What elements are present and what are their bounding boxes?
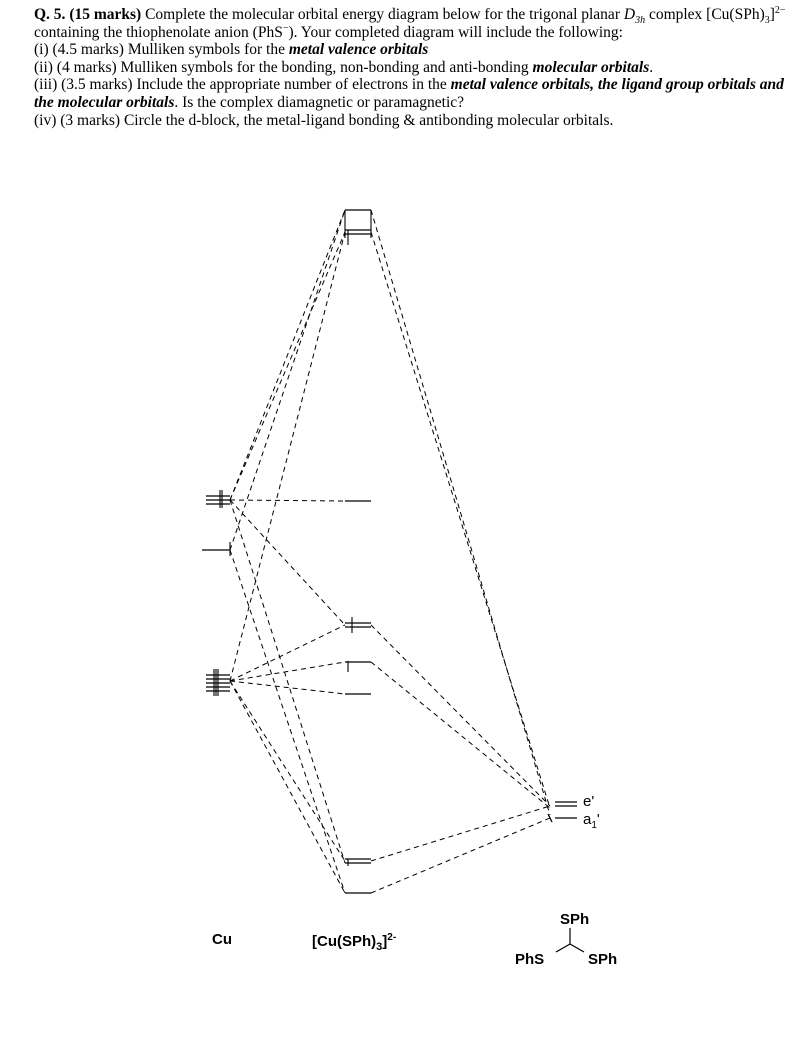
metal-electron-markers: [214, 490, 230, 696]
structure-left-label: PhS: [515, 951, 545, 968]
mo-side-markers: [345, 210, 371, 866]
complex-label: [Cu(SPh)3]2-: [312, 932, 397, 953]
part-ii: (ii) (4 marks) Mulliken symbols for the bonding, non-bonding and anti-bonding molecular orbitals.: [34, 58, 654, 76]
structure-top-label: SPh: [560, 911, 590, 928]
question-number: Q. 5.: [34, 6, 66, 23]
part-i: (i) (4.5 marks) Mulliken symbols for the metal valence orbitals: [34, 41, 429, 59]
ligand-a1-label: a1': [583, 811, 600, 831]
intro-e: ). Your completed diagram will include the following:: [288, 23, 623, 41]
intro-c: ]: [769, 6, 775, 23]
intro-a: Complete the molecular orbital energy diagram below for the trigonal planar: [145, 6, 620, 23]
intro-d: containing the thiophenolate anion (PhS: [34, 23, 283, 41]
ligand-e-prime-label: e': [583, 793, 595, 810]
metal-label: Cu: [212, 931, 232, 948]
intro-b: complex [Cu(SPh): [648, 6, 765, 23]
correlation-lines: [230, 210, 550, 893]
formula-sub: 3: [764, 15, 770, 27]
formula-charge: 2−: [774, 4, 786, 16]
mo-levels: [345, 210, 371, 893]
structure-right-label: SPh: [588, 951, 618, 968]
part-iv: (iv) (3 marks) Circle the d-block, the metal-ligand bonding & antibonding molecular orbitals.: [34, 111, 614, 129]
part-iii: (iii) (3.5 marks) Include the appropriate number of electrons in the metal valence orbitals, the ligand group orbitals and the molecular orbitals. Is the complex diamagnetic or paramagnetic?: [34, 76, 784, 111]
ligand-levels: [548, 802, 577, 822]
metal-levels: [202, 496, 230, 691]
anion-charge: −: [282, 22, 289, 34]
question-marks: (15 marks): [69, 6, 142, 23]
ligand-structure-sketch: [556, 928, 584, 952]
point-group: D: [623, 6, 636, 23]
point-group-sub: 3h: [635, 15, 646, 27]
